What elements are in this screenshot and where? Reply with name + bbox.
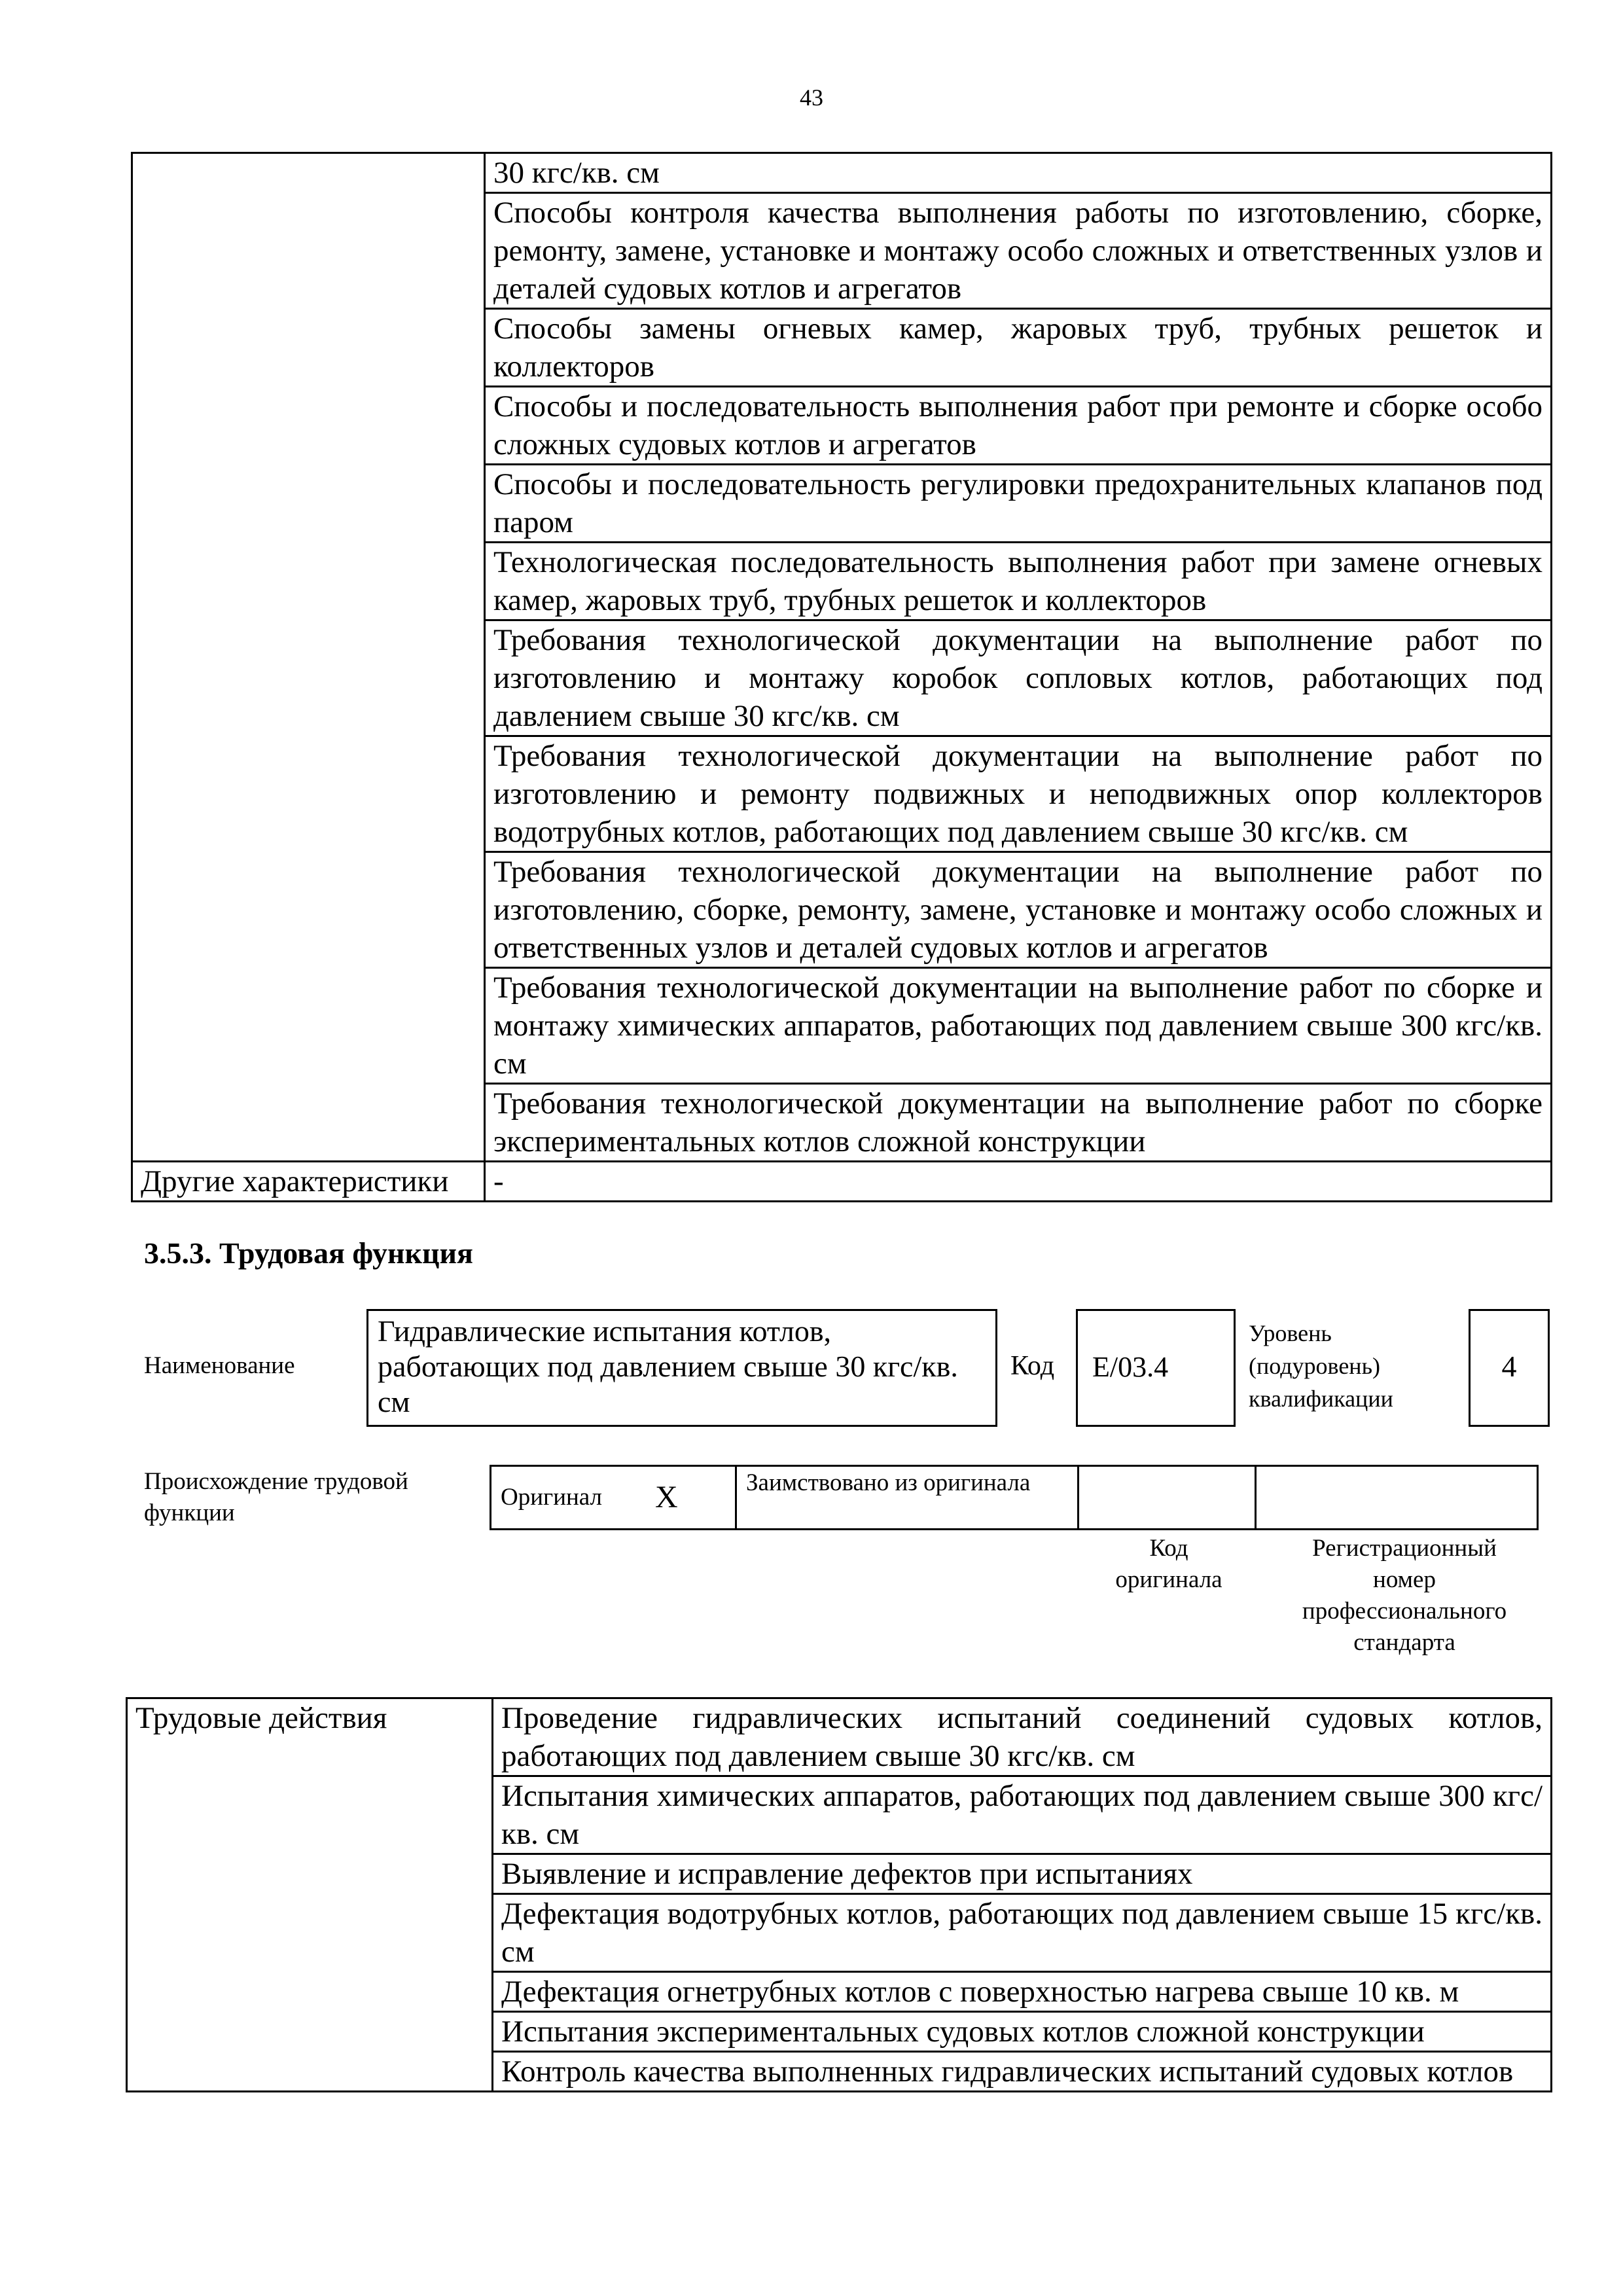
empty-label-cell [132, 153, 485, 1162]
original-code-caption [1084, 1533, 1254, 1596]
knowledge-table [131, 152, 1552, 1202]
original-code-cell [1079, 1466, 1256, 1530]
function-name-box: Гидравлические испытания котлов, работающих под давлением свыше 30 кгс/кв. см [366, 1309, 997, 1427]
table-row [132, 1162, 1552, 1202]
registration-number-caption [1259, 1533, 1550, 1659]
table-cell: Дефектация огнетрубных котлов с поверхностью нагрева свыше 10 кв. м [493, 1972, 1552, 2012]
table-cell: Испытания химических аппаратов, работающих под давлением свыше 300 кгс/кв. см [493, 1776, 1552, 1854]
table-cell: Способы и последовательность регулировки предохранительных клапанов под паром [485, 465, 1552, 543]
level-label-line: квалификации [1249, 1386, 1393, 1412]
table-cell: Способы и последовательность выполнения работ при ремонте и сборке особо сложных судовых котлов и агрегатов [485, 387, 1552, 465]
name-label: Наименование [144, 1352, 295, 1379]
caption-line: Регистрационный [1312, 1535, 1497, 1562]
origin-label: Происхождение трудовой функции [144, 1468, 408, 1526]
table-cell: 30 кгс/кв. см [485, 153, 1552, 193]
caption-line: профессионального [1302, 1598, 1507, 1624]
other-characteristics-label: Другие характеристики [132, 1162, 485, 1202]
table-cell: Требования технологической документации на выполнение работ по изготовлению, сборке, ремонту, замене, установке и монтажу особо сложных и ответственных узлов и деталей судовых котлов и агрегатов [485, 852, 1552, 968]
labor-actions-label: Трудовые действия [127, 1698, 493, 2092]
caption-line: Код [1149, 1535, 1188, 1562]
table-cell: Испытания экспериментальных судовых котлов сложной конструкции [493, 2012, 1552, 2052]
table-cell: Требования технологической документации на выполнение работ по изготовлению и ремонту подвижных и неподвижных опор коллекторов водотрубных котлов, работающих под давлением свыше 30 кгс/кв. см [485, 736, 1552, 852]
original-mark: X [646, 1466, 736, 1530]
page-number: 43 [800, 84, 823, 111]
other-characteristics-value: - [485, 1162, 1552, 1202]
caption-line: стандарта [1353, 1629, 1455, 1656]
section-title: 3.5.3. Трудовая функция [144, 1236, 473, 1270]
borrowed-label: Заимствовано из оригинала [736, 1466, 1079, 1530]
original-label: Оригинал [491, 1466, 647, 1530]
table-row [491, 1466, 1538, 1530]
table-cell: Проведение гидравлических испытаний соединений судовых котлов, работающих под давлением свыше 30 кгс/кв. см [493, 1698, 1552, 1776]
code-label: Код [1010, 1351, 1055, 1381]
labor-actions-table [126, 1697, 1552, 2092]
table-cell: Требования технологической документации на выполнение работ по изготовлению и монтажу коробок сопловых котлов, работающих под давлением свыше 30 кгс/кв. см [485, 620, 1552, 736]
level-label-line: Уровень [1249, 1320, 1332, 1346]
table-row [132, 153, 1552, 193]
table-cell: Выявление и исправление дефектов при испытаниях [493, 1854, 1552, 1894]
registration-number-cell [1256, 1466, 1538, 1530]
table-cell: Способы контроля качества выполнения работы по изготовлению, сборке, ремонту, замене, установке и монтажу особо сложных и ответственных узлов и деталей судовых котлов и агрегатов [485, 193, 1552, 309]
origin-table [490, 1465, 1539, 1530]
caption-line: номер [1373, 1566, 1436, 1593]
table-row [127, 1698, 1552, 1776]
table-cell: Способы замены огневых камер, жаровых труб, трубных решеток и коллекторов [485, 309, 1552, 387]
caption-line: оригинала [1115, 1566, 1222, 1593]
table-cell: Дефектация водотрубных котлов, работающих под давлением свыше 15 кгс/кв. см [493, 1894, 1552, 1972]
table-cell: Требования технологической документации на выполнение работ по сборке и монтажу химических аппаратов, работающих под давлением свыше 300 кгс/кв. см [485, 968, 1552, 1084]
level-box: 4 [1469, 1309, 1550, 1427]
table-cell: Требования технологической документации на выполнение работ по сборке экспериментальных котлов сложной конструкции [485, 1084, 1552, 1162]
table-cell: Технологическая последовательность выполнения работ при замене огневых камер, жаровых труб, трубных решеток и коллекторов [485, 543, 1552, 620]
table-cell: Контроль качества выполненных гидравлических испытаний судовых котлов [493, 2052, 1552, 2092]
level-label-line: (подуровень) [1249, 1353, 1380, 1379]
code-box: E/03.4 [1076, 1309, 1236, 1427]
qualification-level-label [1249, 1317, 1393, 1415]
